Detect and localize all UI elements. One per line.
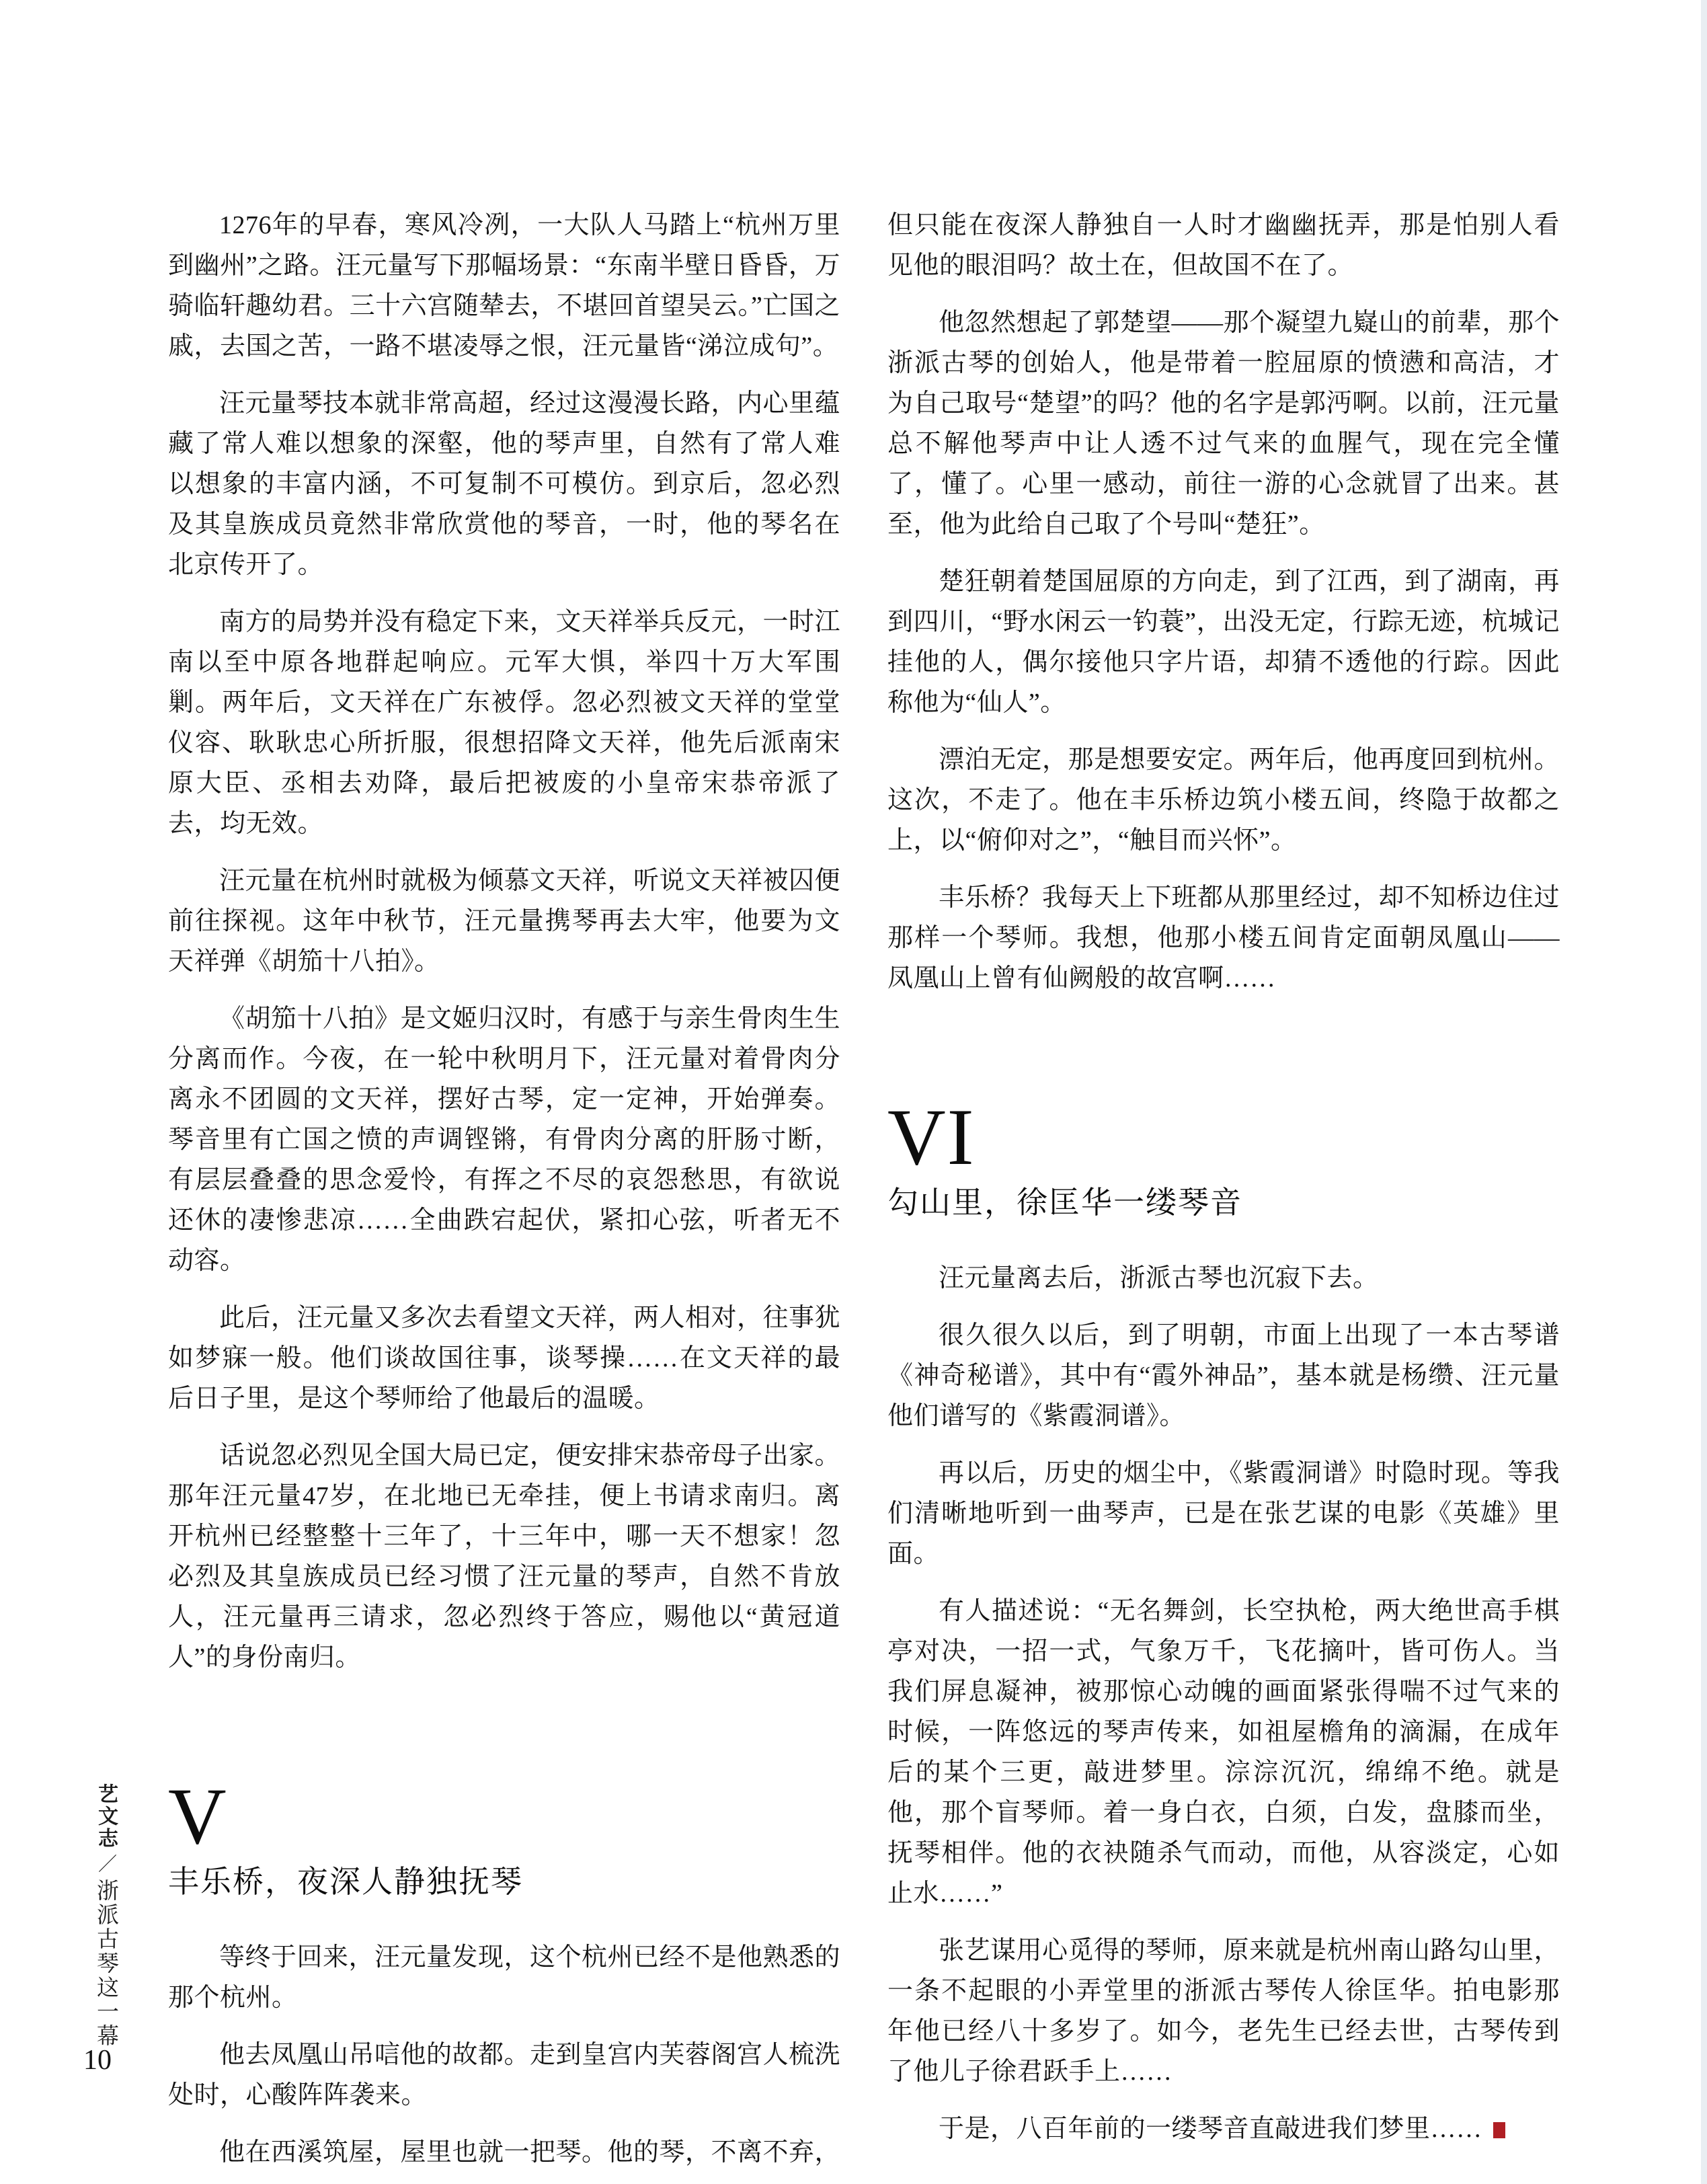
paragraph: 他忽然想起了郭楚望——那个凝望九嶷山的前辈，那个浙派古琴的创始人，他是带着一腔屈原的愤懑和高洁，才为自己取号“楚望”的吗？他的名字是郭沔啊。以前，汪元量总不解他琴声中让人透不过气来的血腥气，现在完全懂了，懂了。心里一感动，前往一游的心念就冒了出来。甚至，他为此给自己取了个号叫“楚狂”。 (887, 309, 1560, 539)
section-v-title: 丰乐桥，夜深人静独抚琴 (168, 1865, 523, 1899)
paragraph: 楚狂朝着楚国屈原的方向走，到了江西，到了湖南，再到四川，“野水闲云一钓蓑”，出没无定，行踪无迹，杭城记挂他的人，偶尔接他只字片语，却猜不透他的行踪。因此称他为“仙人”。 (887, 568, 1560, 717)
sidebar-vertical-title (90, 1783, 122, 2048)
paragraph: 他去凤凰山吊唁他的故都。走到皇宫内芙蓉阁宫人梳洗处时，心酸阵阵袭来。 (168, 2041, 841, 2110)
section-vi-header (887, 1092, 1560, 1221)
section-vi-title: 勾山里，徐匡华一缕琴音 (887, 1185, 1242, 1220)
paragraph: 汪元量离去后，浙派古琴也沉寂下去。 (939, 1264, 1379, 1293)
paragraph: 此后，汪元量又多次去看望文天祥，两人相对，往事犹如梦寐一般。他们谈故国往事，谈琴操……在文天祥的最后日子里，是这个琴师给了他最后的温暖。 (168, 1304, 841, 1413)
paragraph: 《胡笳十八拍》是文姬归汉时，有感于与亲生骨肉生生分离而作。今夜，在一轮中秋明月下，汪元量对着骨肉分离永不团圆的文天祥，摆好古琴，定一定神，开始弹奏。琴音里有亡国之愤的声调铿锵，有骨肉分离的肝肠寸断，有层层叠叠的思念爱怜，有挥之不尽的哀怨愁思，有欲说还休的凄惨悲凉……全曲跌宕起伏，紧扣心弦，听者无不动容。 (168, 1005, 841, 1275)
sidebar-separator: ／ (95, 1854, 116, 1875)
paragraph-continuation: 但只能在夜深人静独自一人时才幽幽抚弄，那是怕别人看见他的眼泪吗？故土在，但故国不在了。 (887, 211, 1560, 280)
paragraph: 汪元量琴技本就非常高超，经过这漫漫长路，内心里蕴藏了常人难以想象的深壑，他的琴声里，自然有了常人难以想象的丰富内涵，不可复制不可模仿。到京后，忽必烈及其皇族成员竟然非常欣赏他的琴音，一时，他的琴名在北京传开了。 (168, 389, 841, 579)
paragraph: 很久很久以后，到了明朝，市面上出现了一本古琴谱《神奇秘谱》，其中有“霞外神品”，基本就是杨缵、汪元量他们谱写的《紫霞洞谱》。 (887, 1321, 1560, 1431)
paragraph: 等终于回来，汪元量发现，这个杭州已经不是他熟悉的那个杭州。 (168, 1943, 841, 2013)
end-mark-icon (1493, 2122, 1505, 2138)
paragraph: 他在西溪筑屋，屋里也就一把琴。他的琴，不离不弃， (219, 2138, 841, 2167)
section-v-numeral: V (168, 1771, 228, 1861)
magazine-section-name: 艺文志 (95, 1783, 117, 1850)
paragraph: 有人描述说：“无名舞剑，长空执枪，两大绝世高手棋亭对决，一招一式，气象万千，飞花摘叶，皆可伤人。当我们屏息凝神，被那惊心动魄的画面紧张得喘不过气来的时候，一阵悠远的琴声传来，如祖屋檐角的滴漏，在成年后的某个三更，敲进梦里。淙淙沉沉，绵绵不绝。就是他，那个盲琴师。着一身白衣，白须，白发，盘膝而坐，抚琴相伴。他的衣袂随杀气而动，而他，从容淡定，心如止水……” (887, 1597, 1560, 1908)
paragraph: 话说忽必烈见全国大局已定，便安排宋恭帝母子出家。那年汪元量47岁，在北地已无牵挂，便上书请求南归。离开杭州已经整整十三年了，十三年中，哪一天不想家！忽必烈及其皇族成员已经习惯了汪元量的琴声，自然不肯放人，汪元量再三请求，忽必烈终于答应，赐他以“黄冠道人”的身份南归。 (168, 1442, 841, 1672)
section-v-header (168, 1771, 840, 1900)
paragraph: 再以后，历史的烟尘中，《紫霞洞谱》时隐时现。等我们清晰地听到一曲琴声，已是在张艺谋的电影《英雄》里面。 (887, 1459, 1560, 1569)
closing-line (887, 2109, 1560, 2149)
page-number: 10 (83, 2045, 112, 2076)
paragraph: 漂泊无定，那是想要安定。两年后，他再度回到杭州。这次，不走了。他在丰乐桥边筑小楼五间，终隐于故都之上，以“俯仰对之”，“触目而兴怀”。 (887, 746, 1560, 855)
paragraph: 1276年的早春，寒风冷冽，一大队人马踏上“杭州万里到幽州”之路。汪元量写下那幅场景：“东南半壁日昏昏，万骑临轩趣幼君。三十六宫随辇去，不堪回首望吴云。”亡国之戚，去国之苦，一路不堪凌辱之恨，汪元量皆“涕泣成句”。 (168, 211, 840, 360)
paragraph: 汪元量在杭州时就极为倾慕文天祥，听说文天祥被囚便前往探视。这年中秋节，汪元量携琴再去大牢，他要为文天祥弹《胡笳十八拍》。 (168, 867, 841, 976)
section-vi-numeral: VI (887, 1092, 976, 1181)
closing-text: 于是，八百年前的一缕琴音直敲进我们梦里…… (939, 2115, 1482, 2144)
page-edge-shade (1701, 0, 1707, 2184)
article-title-vertical: 浙派古琴这一幕 (93, 1879, 118, 2048)
paragraph: 丰乐桥？我每天上下班都从那里经过，却不知桥边住过那样一个琴师。我想，他那小楼五间肯定面朝凤凰山——凤凰山上曾有仙阙般的故宫啊…… (887, 884, 1560, 992)
paragraph: 张艺谋用心觅得的琴师，原来就是杭州南山路勾山里，一条不起眼的小弄堂里的浙派古琴传人徐匡华。拍电影那年他已经八十多岁了。如今，老先生已经去世，古琴传到了他儿子徐君跃手上…… (887, 1937, 1560, 2086)
left-column (168, 205, 840, 2173)
right-column (887, 205, 1560, 2149)
paragraph: 南方的局势并没有稳定下来，文天祥举兵反元，一时江南以至中原各地群起响应。元军大惧，举四十万大军围剿。两年后，文天祥在广东被俘。忽必烈被文天祥的堂堂仪容、耿耿忠心所折服，很想招降文天祥，他先后派南宋原大臣、丞相去劝降，最后把被废的小皇帝宋恭帝派了去，均无效。 (168, 608, 841, 838)
